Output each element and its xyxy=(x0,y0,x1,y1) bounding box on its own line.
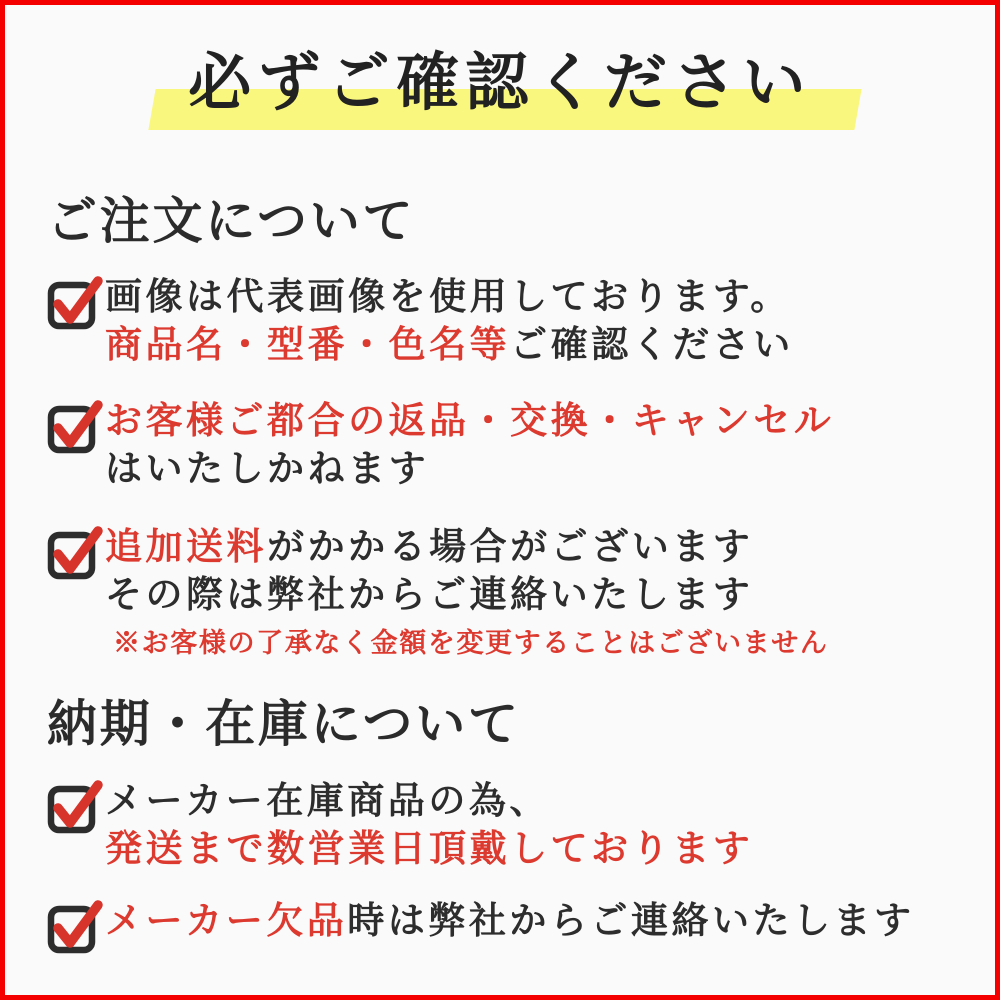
item-text xyxy=(105,274,975,370)
section-heading-stock: 納期・在庫について xyxy=(47,695,521,752)
text-segment-red: メーカー欠品 xyxy=(105,901,348,942)
checkbox-checked-icon xyxy=(47,524,105,580)
text-segment: メーカー在庫商品の為、 xyxy=(105,781,550,822)
text-segment: ご確認ください xyxy=(510,324,794,366)
text-segment-red: 発送まで数営業日頂戴しております xyxy=(105,829,754,870)
section-heading-order: ご注文について xyxy=(47,193,416,249)
notice-content xyxy=(5,195,995,954)
text-segment-red: 商品名・型番・色名等 xyxy=(105,324,511,366)
item-line xyxy=(105,572,975,620)
text-segment-red: 追加送料 xyxy=(105,526,268,568)
item-text xyxy=(105,778,975,874)
title-banner xyxy=(5,48,995,118)
item-line xyxy=(105,322,975,370)
item-note: ※お客様の了承なく金額を変更することはございません xyxy=(113,627,829,658)
text-segment: 画像は代表画像を使用しております。 xyxy=(105,276,791,318)
checkbox-checked-icon xyxy=(47,898,105,954)
notice-item xyxy=(47,274,975,370)
checkbox-checked-icon xyxy=(47,398,105,454)
item-text xyxy=(105,898,975,946)
item-line xyxy=(105,898,975,946)
notice-item xyxy=(47,398,975,494)
checkbox-checked-icon xyxy=(47,274,105,330)
item-line xyxy=(105,398,975,446)
item-text xyxy=(105,398,975,494)
text-segment: その際は弊社からご連絡いたします xyxy=(105,574,754,616)
item-line xyxy=(105,826,975,874)
item-line xyxy=(105,524,975,572)
text-segment: はいたしかねます xyxy=(105,448,430,490)
notice-item xyxy=(47,524,975,658)
text-segment-red: お客様ご都合の返品・交換・キャンセル xyxy=(105,400,835,442)
notice-item xyxy=(47,898,975,954)
text-segment: 時は弊社からご連絡いたします xyxy=(347,901,915,942)
item-line xyxy=(105,274,975,322)
notice-item xyxy=(47,778,975,874)
item-line xyxy=(105,446,975,494)
item-line xyxy=(105,778,975,826)
page-title: 必ずご確認ください xyxy=(188,48,812,118)
text-segment: がかかる場合がございます xyxy=(267,526,754,568)
checkbox-checked-icon xyxy=(47,778,105,834)
item-text xyxy=(105,524,975,658)
